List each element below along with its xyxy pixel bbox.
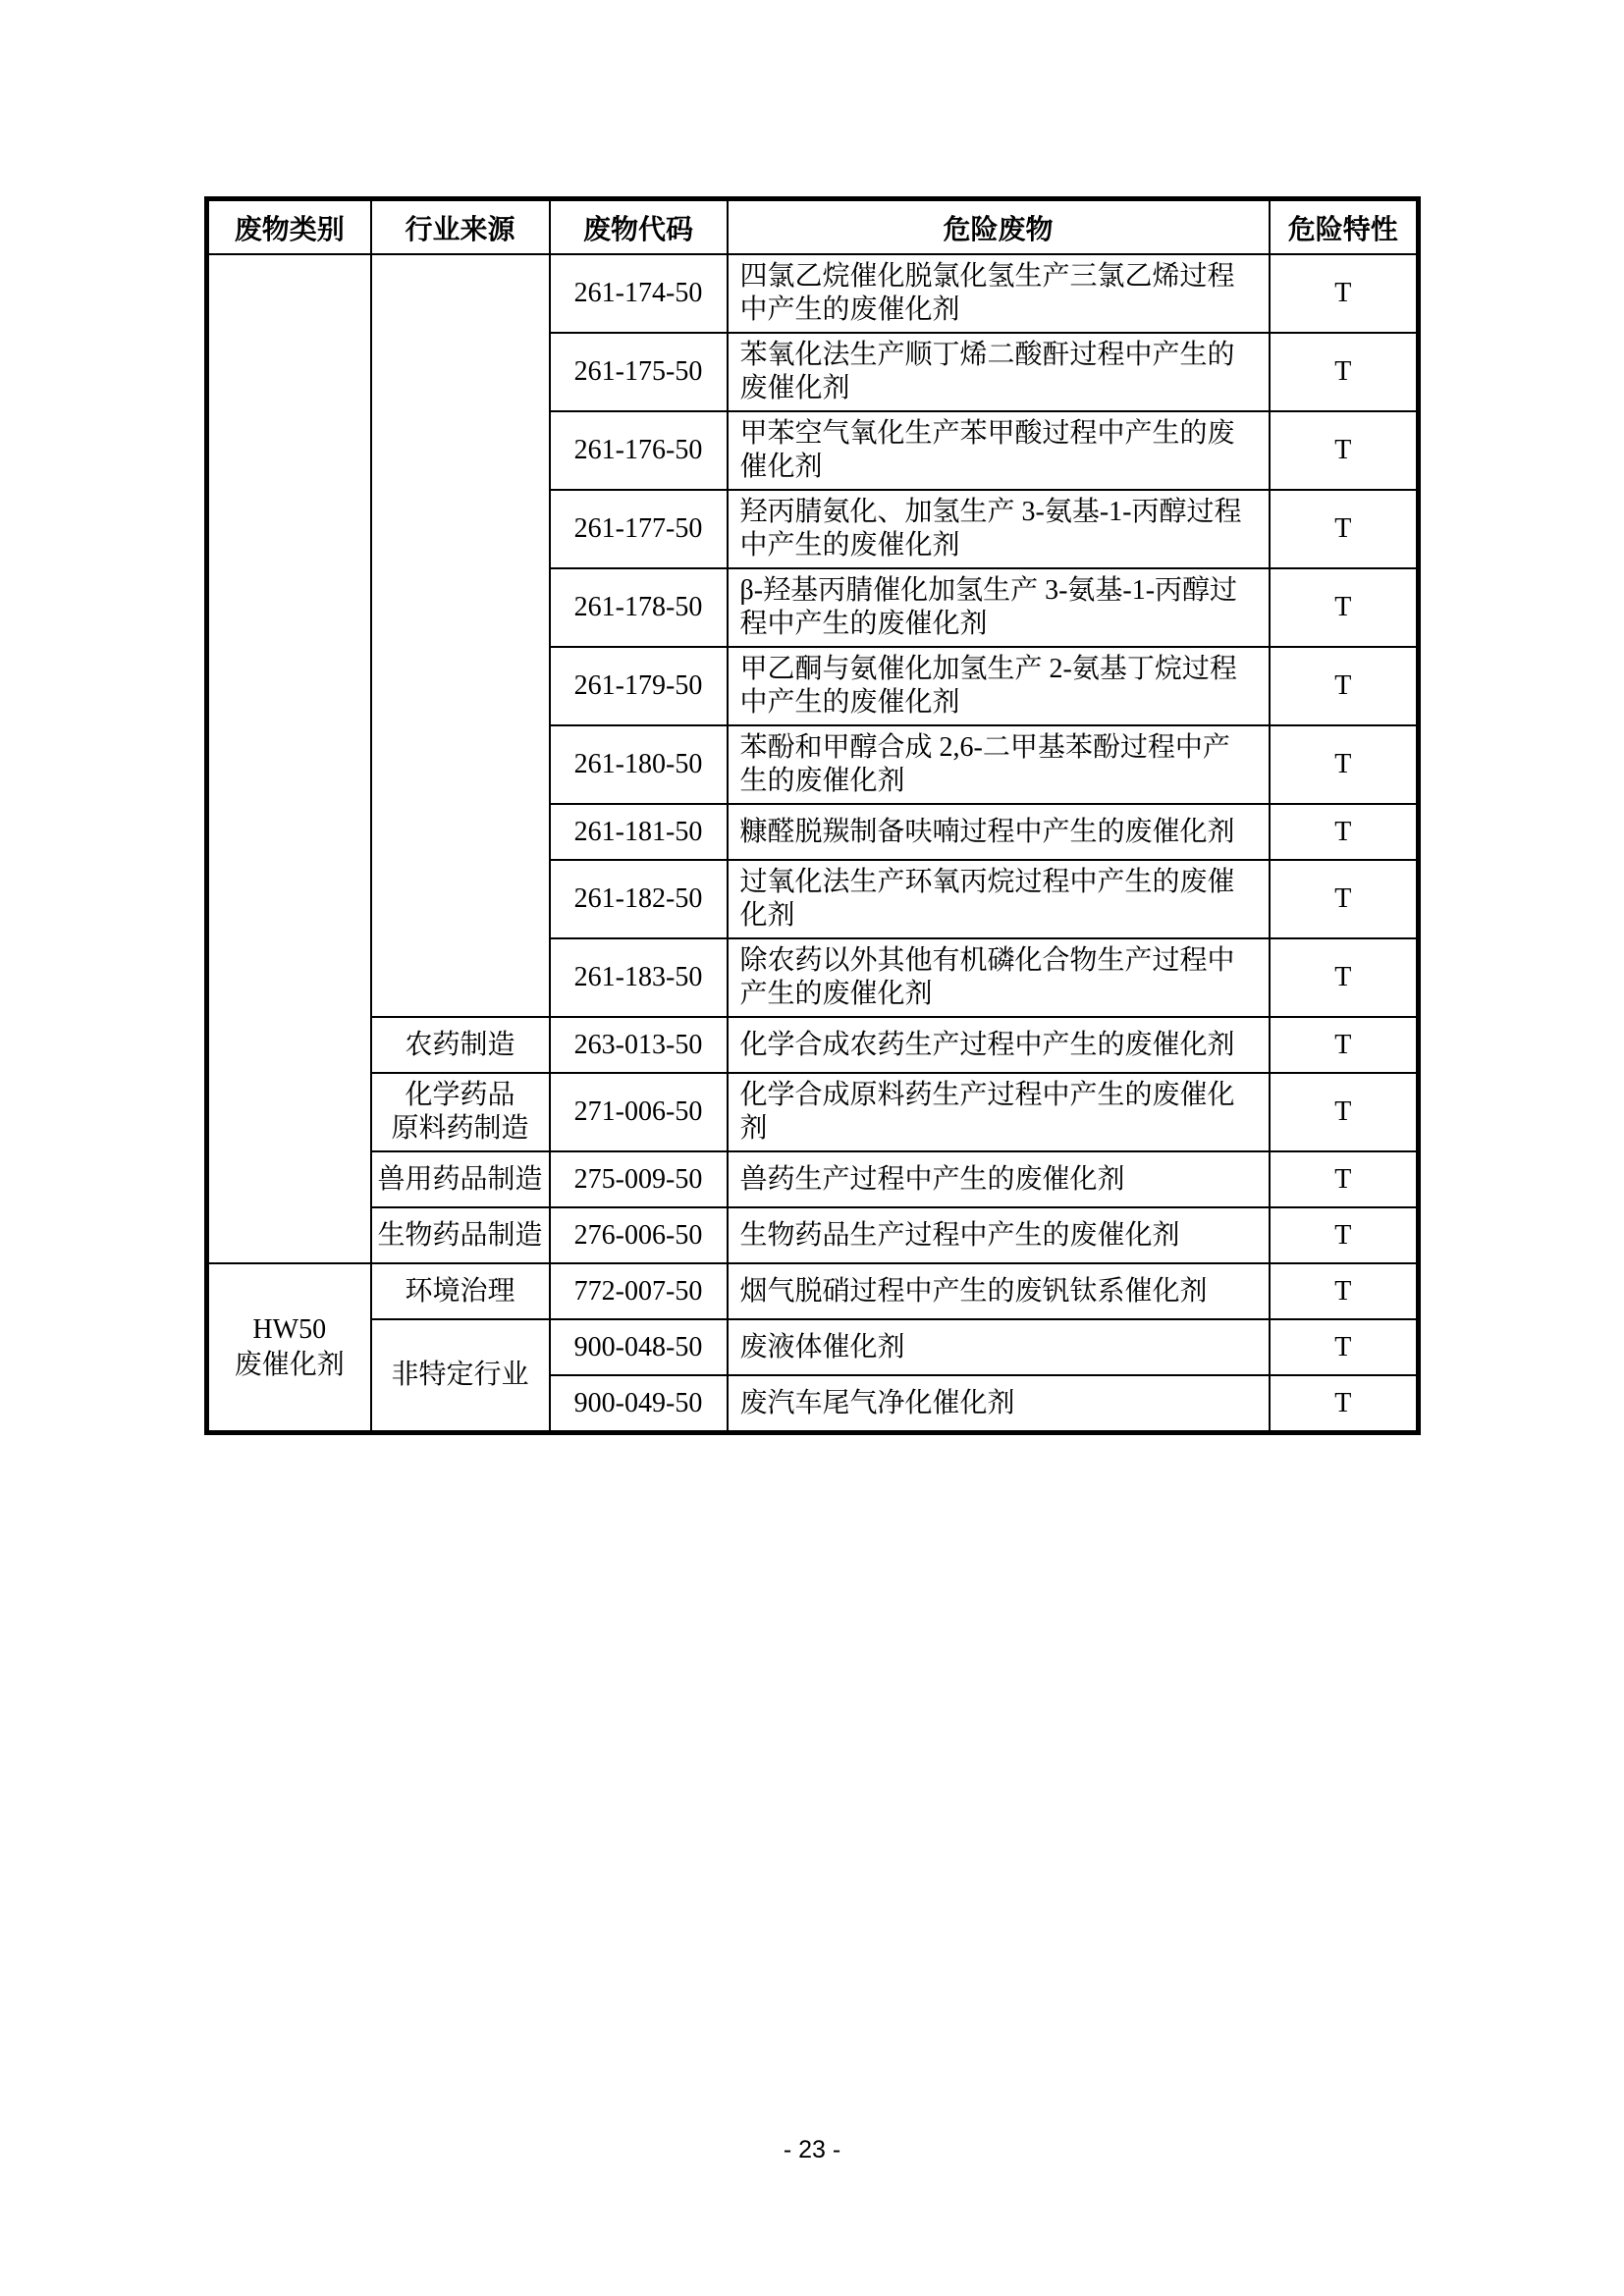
hazardous-waste-cell: 烟气脱硝过程中产生的废钒钛系催化剂 [728,1263,1270,1319]
hazard-property-cell: T [1270,647,1419,725]
waste-code-cell: 261-182-50 [550,860,728,938]
hazard-property-cell: T [1270,725,1419,804]
waste-category-code: HW50 [252,1313,327,1345]
col-header-industry-source: 行业来源 [371,199,550,255]
waste-code-cell: 261-174-50 [550,254,728,333]
hazard-property-cell: T [1270,568,1419,647]
industry-source-cell: 环境治理 [371,1263,550,1319]
waste-code-cell: 261-183-50 [550,938,728,1017]
col-header-waste-code: 废物代码 [550,199,728,255]
hazard-property-cell: T [1270,254,1419,333]
empty-waste-category-cell [207,254,371,1263]
hazard-property-cell: T [1270,1263,1419,1319]
hazard-property-cell: T [1270,1017,1419,1073]
waste-code-cell: 261-175-50 [550,333,728,411]
waste-code-cell: 261-180-50 [550,725,728,804]
industry-source-cell: 化学药品原料药制造 [371,1073,550,1151]
hazard-property-cell: T [1270,1207,1419,1263]
table-row [207,1151,1419,1207]
waste-code-cell: 261-179-50 [550,647,728,725]
page-number: - 23 - [783,2136,841,2163]
hazardous-waste-cell: 四氯乙烷催化脱氯化氢生产三氯乙烯过程中产生的废催化剂 [728,254,1270,333]
industry-source-cell: 农药制造 [371,1017,550,1073]
hazardous-waste-table [204,196,1421,1435]
waste-code-cell: 261-177-50 [550,490,728,568]
waste-code-cell: 261-176-50 [550,411,728,490]
industry-source-cell: 生物药品制造 [371,1207,550,1263]
table-row [207,1073,1419,1151]
empty-industry-source-cell [371,254,550,1017]
hazardous-waste-cell: 糠醛脱羰制备呋喃过程中产生的废催化剂 [728,804,1270,860]
industry-source-cell: 兽用药品制造 [371,1151,550,1207]
industry-source-cell: 非特定行业 [371,1319,550,1433]
hazard-property-cell: T [1270,333,1419,411]
hazardous-waste-cell: 兽药生产过程中产生的废催化剂 [728,1151,1270,1207]
waste-code-cell: 261-181-50 [550,804,728,860]
hazardous-waste-cell: 甲苯空气氧化生产苯甲酸过程中产生的废催化剂 [728,411,1270,490]
hazardous-waste-cell: 除农药以外其他有机磷化合物生产过程中产生的废催化剂 [728,938,1270,1017]
hazard-property-cell: T [1270,860,1419,938]
waste-code-cell: 275-009-50 [550,1151,728,1207]
hazardous-waste-cell: 生物药品生产过程中产生的废催化剂 [728,1207,1270,1263]
hazard-property-cell: T [1270,1151,1419,1207]
hazardous-waste-cell: 苯酚和甲醇合成 2,6-二甲基苯酚过程中产生的废催化剂 [728,725,1270,804]
table-row [207,1319,1419,1375]
hazardous-waste-cell: 化学合成农药生产过程中产生的废催化剂 [728,1017,1270,1073]
hazard-property-cell: T [1270,1375,1419,1433]
waste-code-cell: 271-006-50 [550,1073,728,1151]
header-row [207,199,1419,255]
hazardous-waste-cell: 苯氧化法生产顺丁烯二酸酐过程中产生的废催化剂 [728,333,1270,411]
table-row [207,254,1419,333]
hazardous-waste-cell: 过氧化法生产环氧丙烷过程中产生的废催化剂 [728,860,1270,938]
waste-code-cell: 276-006-50 [550,1207,728,1263]
table-row [207,1017,1419,1073]
waste-category-name: 废催化剂 [234,1349,345,1380]
hazard-property-cell: T [1270,1073,1419,1151]
hazardous-waste-cell: 废汽车尾气净化催化剂 [728,1375,1270,1433]
col-header-waste-category: 废物类别 [207,199,371,255]
hazardous-waste-cell: 羟丙腈氨化、加氢生产 3-氨基-1-丙醇过程中产生的废催化剂 [728,490,1270,568]
waste-code-cell: 900-049-50 [550,1375,728,1433]
hazardous-waste-cell: 废液体催化剂 [728,1319,1270,1375]
waste-code-cell: 772-007-50 [550,1263,728,1319]
hazard-property-cell: T [1270,411,1419,490]
table-row [207,1207,1419,1263]
col-header-hazardous-waste: 危险废物 [728,199,1270,255]
hazardous-waste-cell: β-羟基丙腈催化加氢生产 3-氨基-1-丙醇过程中产生的废催化剂 [728,568,1270,647]
hazardous-waste-cell: 甲乙酮与氨催化加氢生产 2-氨基丁烷过程中产生的废催化剂 [728,647,1270,725]
hazard-property-cell: T [1270,1319,1419,1375]
waste-code-cell: 261-178-50 [550,568,728,647]
col-header-hazard-property: 危险特性 [1270,199,1419,255]
hazard-property-cell: T [1270,490,1419,568]
hazardous-waste-cell: 化学合成原料药生产过程中产生的废催化剂 [728,1073,1270,1151]
hazard-property-cell: T [1270,938,1419,1017]
table-row [207,1263,1419,1319]
hazard-property-cell: T [1270,804,1419,860]
waste-code-cell: 900-048-50 [550,1319,728,1375]
waste-code-cell: 263-013-50 [550,1017,728,1073]
waste-category-cell [207,1263,371,1433]
